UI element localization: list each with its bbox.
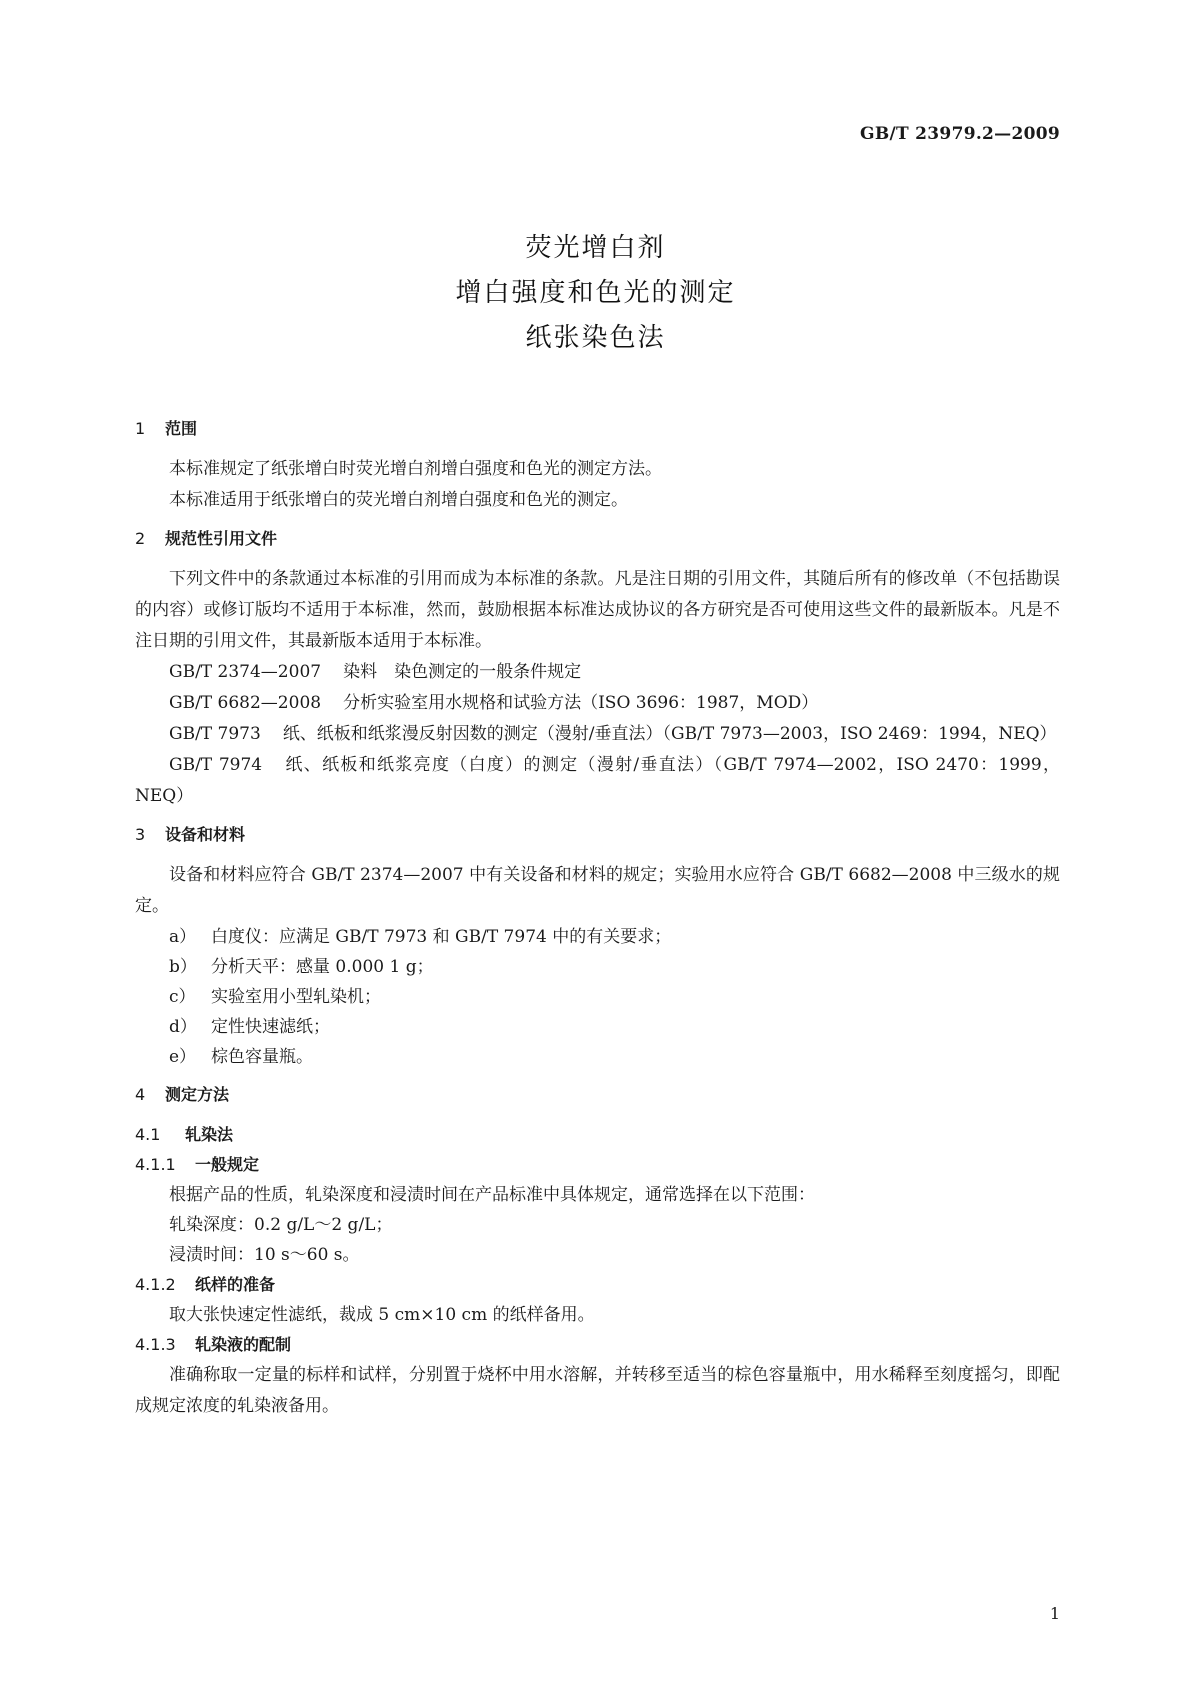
section-1-heading [135,412,1060,446]
list-item [135,922,1060,952]
subsection-number: 4.1.2 [135,1275,176,1294]
list-label: e） [169,1047,197,1067]
subsection-title: 纸样的准备 [195,1275,276,1294]
reference-title: 纸、纸板和纸浆漫反射因数的测定（漫射/垂直法）（GB/T 7973—2003，ISO 2469：1994，NEQ） [282,724,1057,744]
title-line-1: 荧光增白剂 [525,233,666,263]
subsection-title: 轧染法 [185,1125,234,1144]
section-title: 规范性引用文件 [165,529,278,548]
section-number: 1 [135,419,146,438]
document-title [0,226,1191,361]
list-label: b） [169,957,197,977]
subsection-4-1-1-heading [135,1150,1060,1180]
list-text: 白度仪：应满足 GB/T 7973 和 GB/T 7974 中的有关要求； [211,927,672,947]
standard-number: GB/T 23979.2—2009 [860,124,1060,144]
reference-title: 染料 染色测定的一般条件规定 [343,662,582,682]
reference-title: 分析实验室用水规格和试验方法（ISO 3696：1987，MOD） [343,693,819,713]
subsection-number: 4.1.3 [135,1335,176,1354]
list-label: c） [169,987,196,1007]
page-number: 1 [1049,1604,1060,1623]
title-line-2: 增白强度和色光的测定 [455,278,736,308]
reference-code: GB/T 7973 [169,724,261,744]
paragraph: 本标准规定了纸张增白时荧光增白剂增白强度和色光的测定方法。 [169,459,662,479]
paragraph: 轧染深度：0.2 g/L～2 g/L； [169,1215,393,1235]
reference-code: GB/T 7974 [169,755,263,775]
list-item [135,1012,1060,1042]
list-text: 分析天平：感量 0.000 1 g； [211,957,434,977]
paragraph: 浸渍时间：10 s～60 s。 [169,1245,360,1265]
section-3-heading [135,818,1060,852]
section-4-heading [135,1078,1060,1112]
section-title: 设备和材料 [165,825,246,844]
subsection-4-1-2-heading [135,1270,1060,1300]
reference-item [135,657,1060,688]
list-text: 棕色容量瓶。 [211,1047,313,1067]
reference-item [135,750,1060,812]
subsection-4-1-3-heading [135,1330,1060,1360]
reference-code: GB/T 2374—2007 [169,662,322,682]
section-number: 2 [135,529,146,548]
subsection-title: 一般规定 [195,1155,260,1174]
subsection-number: 4.1 [135,1125,161,1144]
title-line-3: 纸张染色法 [525,323,666,353]
subsection-title: 轧染液的配制 [195,1335,292,1354]
subsection-number: 4.1.1 [135,1155,176,1174]
reference-title: 纸、纸板和纸浆亮度（白度）的测定（漫射/垂直法）（GB/T 7974—2002，ISO 2470：1999，NEQ） [135,755,1060,806]
section-title: 范围 [165,419,198,438]
section-2-heading [135,522,1060,556]
document-body [135,412,1060,1422]
list-item [135,1042,1060,1072]
section-number: 3 [135,825,146,844]
list-label: d） [169,1017,197,1037]
paragraph: 准确称取一定量的标样和试样，分别置于烧杯中用水溶解，并转移至适当的棕色容量瓶中，用水稀释至刻度摇匀，即配成规定浓度的轧染液备用。 [135,1365,1060,1416]
paragraph: 根据产品的性质，轧染深度和浸渍时间在产品标准中具体规定，通常选择在以下范围： [169,1185,815,1205]
section-number: 4 [135,1085,146,1104]
paragraph: 设备和材料应符合 GB/T 2374—2007 中有关设备和材料的规定；实验用水应符合 GB/T 6682—2008 中三级水的规定。 [135,865,1060,916]
reference-item [135,719,1060,750]
section-title: 测定方法 [165,1085,230,1104]
list-text: 定性快速滤纸； [211,1017,330,1037]
subsection-4-1-heading [135,1120,1060,1150]
list-item [135,952,1060,982]
paragraph: 取大张快速定性滤纸，裁成 5 cm×10 cm 的纸样备用。 [169,1305,595,1325]
paragraph: 本标准适用于纸张增白的荧光增白剂增白强度和色光的测定。 [169,490,628,510]
list-label: a） [169,927,197,947]
list-text: 实验室用小型轧染机； [211,987,381,1007]
reference-item [135,688,1060,719]
list-item [135,982,1060,1012]
reference-code: GB/T 6682—2008 [169,693,322,713]
paragraph: 下列文件中的条款通过本标准的引用而成为本标准的条款。凡是注日期的引用文件，其随后所有的修改单（不包括勘误的内容）或修订版均不适用于本标准，然而，鼓励根据本标准达成协议的各方研究是否可使用这些文件的最新版本。凡是不注日期的引用文件，其最新版本适用于本标准。 [135,569,1060,651]
